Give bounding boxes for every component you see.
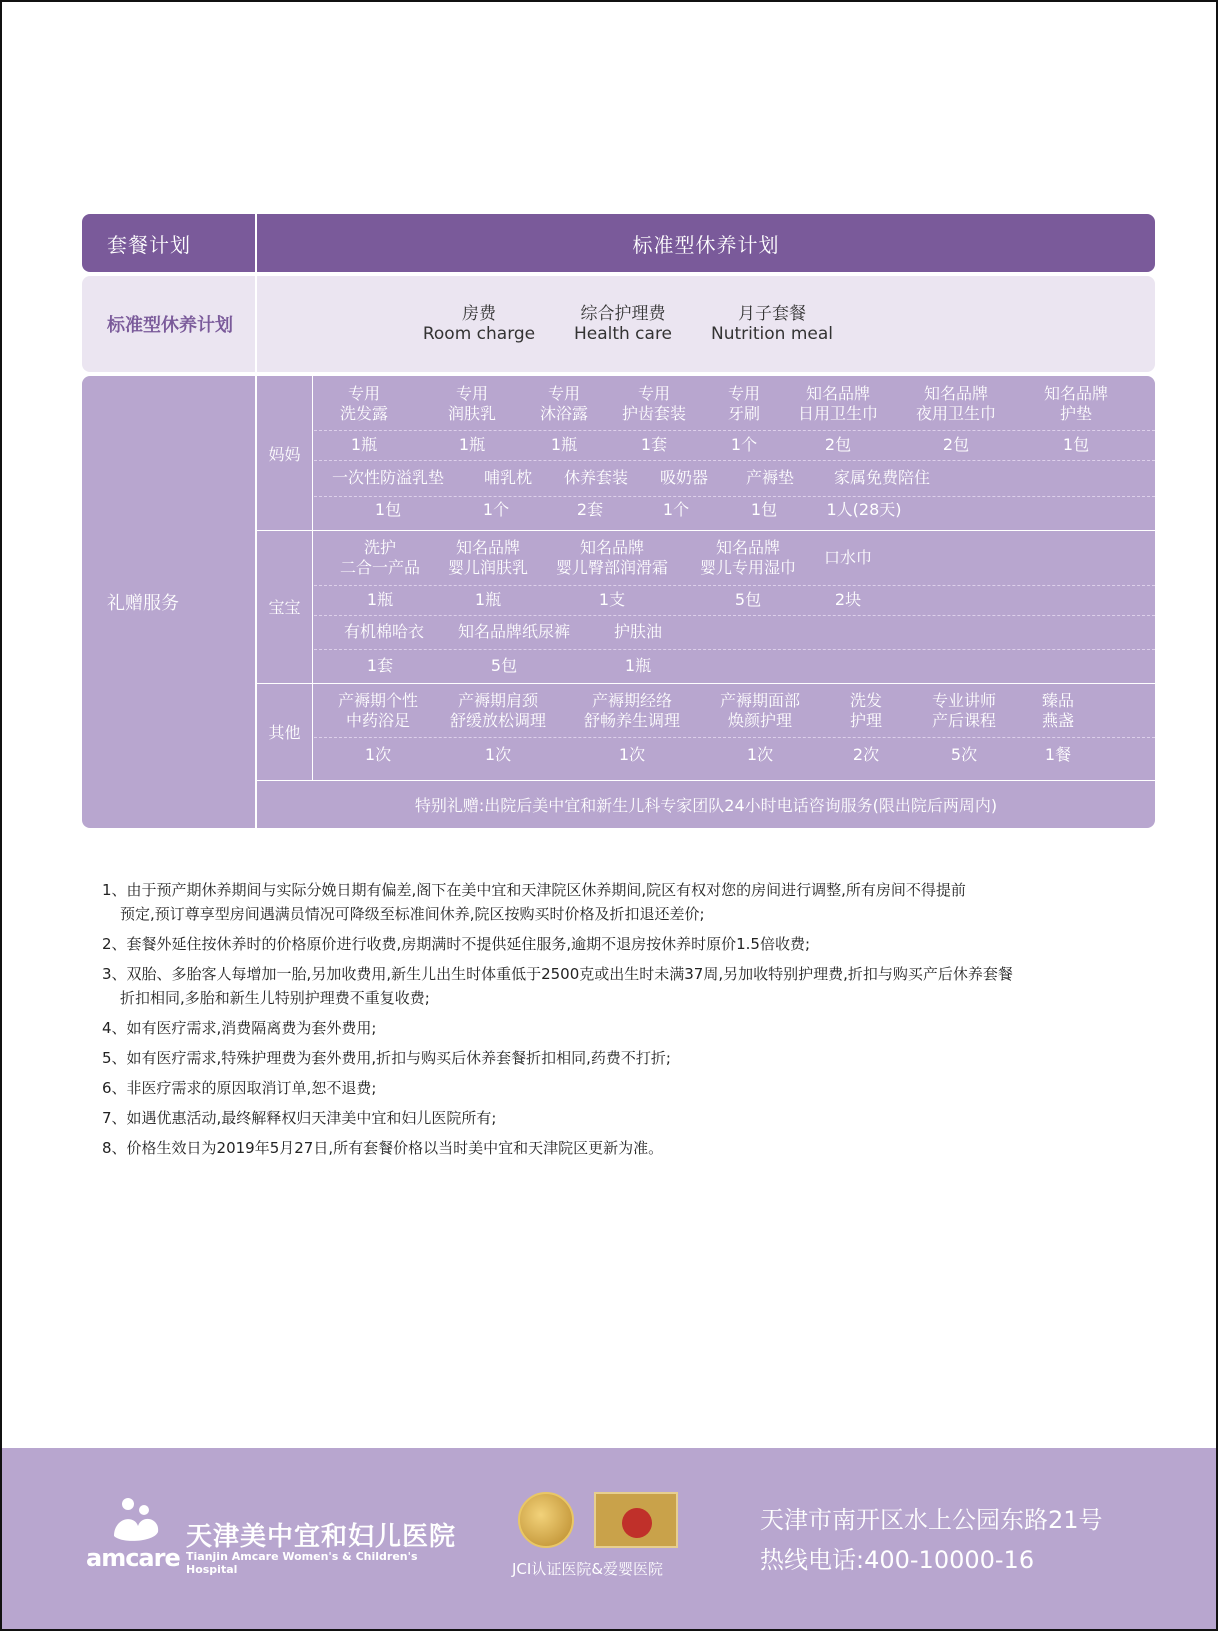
qty: 1人(28天) <box>826 500 902 519</box>
list-item: 专用 沐浴露 <box>539 384 589 423</box>
qty: 1个 <box>662 500 690 519</box>
notes <box>102 878 1102 1166</box>
special-gift: 特别礼赠:出院后美中宜和新生儿科专家团队24小时电话咨询服务(限出院后两周内) <box>414 795 998 815</box>
baby-label: 宝宝 <box>257 530 313 683</box>
note-item: 1、由于预产期休养期间与实际分娩日期有偏差,阁下在美中宜和天津院区休养期间,院区有权对您的房间进行调整,所有房间不得提前 预定,预订尊享型房间遇满员情况可降级至标准间休养,院区按购买时价格及折扣退还差价; <box>102 881 966 923</box>
logo-english: amcare <box>86 1544 180 1572</box>
list-item: 专用 牙刷 <box>727 384 761 423</box>
logo-subtitle: Tianjin Amcare Women's & Children's Hospital <box>186 1550 418 1576</box>
list-item: 产褥期个性 中药浴足 <box>337 691 419 730</box>
list-item: 哺乳枕 <box>483 468 533 487</box>
divider <box>314 460 1155 461</box>
qty: 1次 <box>484 745 512 764</box>
footer <box>2 1448 1216 1631</box>
logo-chinese: 天津美中宜和妇儿医院 <box>186 1522 457 1552</box>
list-item: 口水巾 <box>823 548 873 567</box>
baby-friendly-badge-icon <box>594 1492 678 1548</box>
list-item: 知名品牌 日用卫生巾 <box>797 384 879 423</box>
list-item: 知名品牌 护垫 <box>1043 384 1109 423</box>
qty: 1个 <box>482 500 510 519</box>
qty: 1包 <box>750 500 778 519</box>
header-col-package: 套餐计划 <box>82 214 257 272</box>
qty: 1瓶 <box>350 435 378 454</box>
plan-label: 标准型休养计划 <box>82 276 257 372</box>
qty: 1瓶 <box>366 590 394 609</box>
list-item: 知名品牌 婴儿专用湿巾 <box>699 538 797 577</box>
plan-fees <box>257 276 1155 372</box>
list-item: 产褥期面部 焕颜护理 <box>719 691 801 730</box>
package-table <box>82 214 1155 828</box>
gift-label: 礼赠服务 <box>82 376 257 828</box>
list-item: 产褥垫 <box>745 468 795 487</box>
header-col-plan: 标准型休养计划 <box>632 232 780 257</box>
qty: 5包 <box>490 656 518 675</box>
list-item: 吸奶器 <box>659 468 709 487</box>
list-item: 产褥期肩颈 舒缓放松调理 <box>449 691 547 730</box>
note-item: 7、如遇优惠活动,最终解释权归天津美中宜和妇儿医院所有; <box>102 1109 497 1127</box>
list-item: 知名品牌 婴儿臀部润滑霜 <box>555 538 669 577</box>
fee-room: 房费 Room charge <box>422 304 536 344</box>
qty: 1包 <box>374 500 402 519</box>
list-item: 产褥期经络 舒畅养生调理 <box>583 691 681 730</box>
list-item: 知名品牌纸尿裤 <box>457 622 571 641</box>
note-item: 3、双胎、多胎客人每增加一胎,另加收费用,新生儿出生时体重低于2500克或出生时未满37周,另加收特别护理费,折扣与购买产后休养套餐 折扣相同,多胎和新生儿特别护理费不重复收费; <box>102 965 1013 1007</box>
list-item: 休养套装 <box>563 468 629 487</box>
qty: 1瓶 <box>550 435 578 454</box>
table-header <box>82 214 1155 272</box>
list-item: 专用 洗发露 <box>339 384 389 423</box>
list-item: 护肤油 <box>613 622 663 641</box>
qty: 1瓶 <box>474 590 502 609</box>
divider <box>314 649 1155 650</box>
qty: 1支 <box>598 590 626 609</box>
qty: 1次 <box>364 745 392 764</box>
note-item: 5、如有医疗需求,特殊护理费为套外费用,折扣与购买后休养套餐折扣相同,药费不打折; <box>102 1049 671 1067</box>
gift-section <box>82 376 1155 828</box>
contact-info <box>760 1500 1103 1580</box>
qty: 1次 <box>618 745 646 764</box>
divider <box>314 615 1155 616</box>
qty: 2块 <box>834 590 862 609</box>
divider <box>257 683 1155 684</box>
list-item: 有机棉哈衣 <box>343 622 425 641</box>
divider <box>257 530 1155 531</box>
list-item: 专用 润肤乳 <box>447 384 497 423</box>
note-item: 4、如有医疗需求,消费隔离费为套外费用; <box>102 1019 377 1037</box>
hotline: 热线电话:400-10000-16 <box>760 1546 1035 1574</box>
qty: 1餐 <box>1044 745 1072 764</box>
list-item: 专用 护齿套装 <box>621 384 687 423</box>
list-item: 臻品 燕盏 <box>1041 691 1075 730</box>
qty: 5包 <box>734 590 762 609</box>
amcare-logo-icon <box>108 1496 164 1544</box>
note-item: 8、价格生效日为2019年5月27日,所有套餐价格以当时美中宜和天津院区更新为准。 <box>102 1139 664 1157</box>
qty: 2包 <box>824 435 852 454</box>
qty: 1个 <box>730 435 758 454</box>
jci-badge-icon <box>518 1492 574 1548</box>
other-label: 其他 <box>257 683 313 780</box>
divider <box>314 737 1155 738</box>
address: 天津市南开区水上公园东路21号 <box>760 1506 1103 1534</box>
qty: 1包 <box>1062 435 1090 454</box>
hospital-logo <box>86 1496 457 1576</box>
list-item: 知名品牌 婴儿润肤乳 <box>447 538 529 577</box>
qty: 5次 <box>950 745 978 764</box>
qty: 1瓶 <box>624 656 652 675</box>
badge-label: JCI认证医院&爱婴医院 <box>512 1560 664 1578</box>
list-item: 一次性防溢乳垫 <box>331 468 445 487</box>
qty: 1瓶 <box>458 435 486 454</box>
qty: 2次 <box>852 745 880 764</box>
fee-meal: 月子套餐 Nutrition meal <box>711 304 833 344</box>
qty: 1套 <box>366 656 394 675</box>
qty: 1次 <box>746 745 774 764</box>
list-item: 家属免费陪住 <box>833 468 931 487</box>
fee-health: 综合护理费 Health care <box>573 304 673 344</box>
divider <box>314 585 1155 586</box>
divider <box>314 430 1155 431</box>
qty: 2套 <box>576 500 604 519</box>
list-item: 洗护 二合一产品 <box>339 538 421 577</box>
plan-row <box>82 276 1155 372</box>
list-item: 知名品牌 夜用卫生巾 <box>915 384 997 423</box>
mom-label: 妈妈 <box>257 376 313 530</box>
note-item: 2、套餐外延住按休养时的价格原价进行收费,房期满时不提供延住服务,逾期不退房按休养时原价1.5倍收费; <box>102 935 810 953</box>
list-item: 专业讲师 产后课程 <box>931 691 997 730</box>
qty: 2包 <box>942 435 970 454</box>
divider <box>314 496 1155 497</box>
list-item: 洗发 护理 <box>849 691 883 730</box>
qty: 1套 <box>640 435 668 454</box>
note-item: 6、非医疗需求的原因取消订单,恕不退费; <box>102 1079 377 1097</box>
